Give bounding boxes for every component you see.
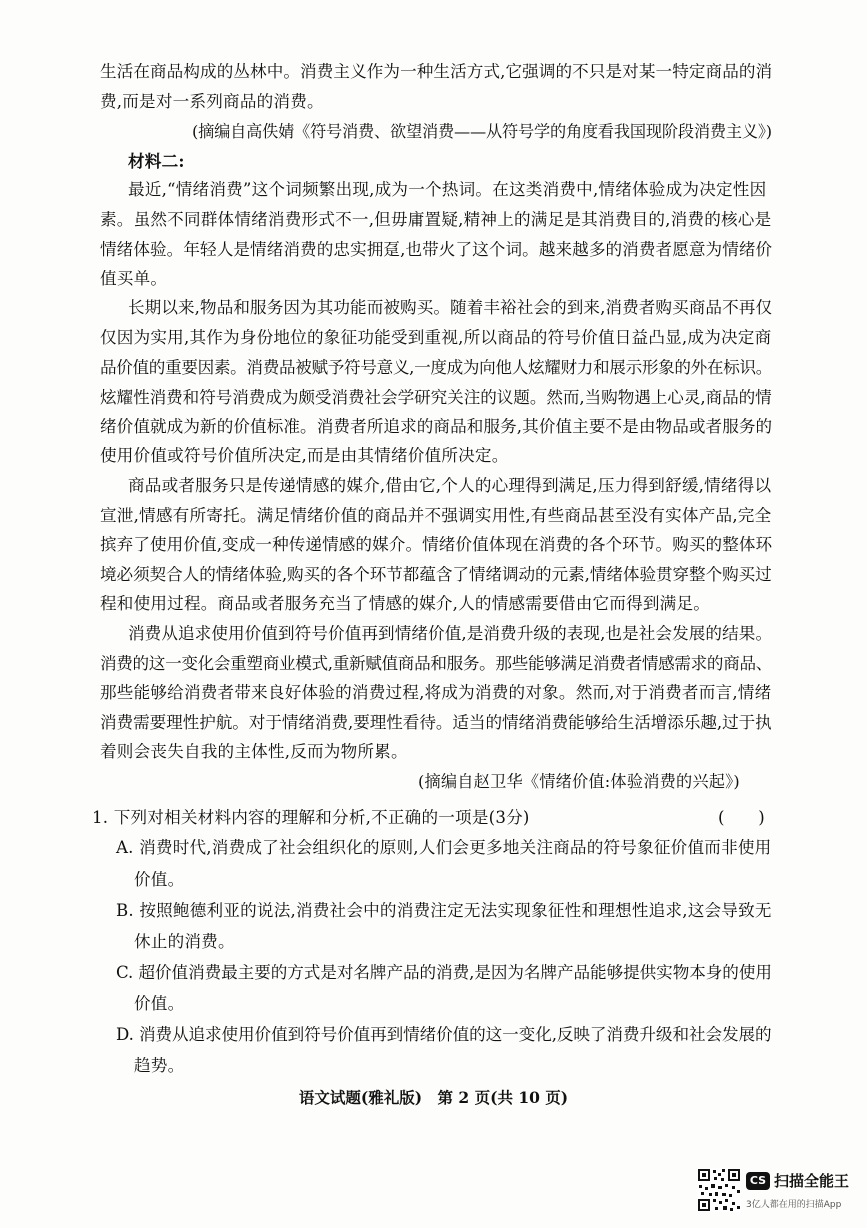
text-line: 品价值的重要因素。消费品被赋予符号意义,一度成为向他人炫耀财力和展示形象的外在标识。: [100, 358, 773, 377]
option-b-continued: 休止的消费。: [134, 932, 235, 951]
text-line: 着则会丧失自我的主体性,反而为物所累。: [100, 742, 408, 761]
text-line: 值买单。: [100, 269, 168, 288]
option-c: C. 超价值消费最主要的方式是对名牌产品的消费,是因为名牌产品能够提供实物本身的使用: [116, 963, 772, 982]
question-stem: 1. 下列对相关材料内容的理解和分析,不正确的一项是(3分): [92, 808, 530, 827]
option-d-continued: 趋势。: [134, 1056, 185, 1075]
text-line: 消费的这一变化会重塑商业模式,重新赋值商品和服务。那些能够满足消费者情感需求的商品、: [100, 654, 773, 673]
source-citation: (摘编自高佚婧《符号消费、欲望消费——从符号学的角度看我国现阶段消费主义》): [192, 122, 772, 141]
text-line: 情绪体验。年轻人是情绪消费的忠实拥趸,也带火了这个词。越来越多的消费者愿意为情绪价: [100, 240, 773, 259]
text-line: 消费需要理性护航。对于情绪消费,要理性看待。适当的情绪消费能够给生活增添乐趣,过于执: [100, 713, 772, 732]
option-a: A. 消费时代,消费成了社会组织化的原则,人们会更多地关注商品的符号象征价值而非使用: [116, 838, 772, 857]
answer-bracket: ( ): [718, 808, 765, 827]
source-citation: (摘编自赵卫华《情绪价值:体验消费的兴起》): [418, 772, 740, 791]
text-line: 炫耀性消费和符号消费成为颇受消费社会学研究关注的议题。然而,当购物遇上心灵,商品的情: [100, 388, 772, 407]
text-line: 摈弃了使用价值,变成一种传递情感的媒介。情绪价值体现在消费的各个环节。购买的整体环: [100, 535, 773, 554]
text-line: 商品或者服务只是传递情感的媒介,借由它,个人的心理得到满足,压力得到舒缓,情绪得以: [128, 476, 772, 495]
text-line: 消费从追求使用价值到符号价值再到情绪价值,是消费升级的表现,也是社会发展的结果。: [128, 624, 773, 643]
text-line: 绪价值就成为新的价值标准。消费者所追求的商品和服务,其价值主要不是由物品或者服务的: [100, 417, 773, 436]
text-line: 素。虽然不同群体情绪消费形式不一,但毋庸置疑,精神上的满足是其消费目的,消费的核心是: [100, 210, 772, 229]
text-line: 境必须契合人的情绪体验,购买的各个环节都蕴含了情绪调动的元素,情绪体验贯穿整个购买过: [100, 565, 772, 584]
text-line: 生活在商品构成的丛林中。消费主义作为一种生活方式,它强调的不只是对某一特定商品的消: [100, 62, 773, 81]
material-heading: 材料二:: [128, 151, 185, 171]
scanner-app-name: 扫描全能王: [774, 1172, 850, 1190]
option-a-continued: 价值。: [134, 870, 185, 889]
page-footer: 语文试题(雅礼版) 第 2 页(共 10 页): [298, 1088, 569, 1107]
text-line: 长期以来,物品和服务因为其功能而被购买。随着丰裕社会的到来,消费者购买商品不再仅: [128, 298, 773, 317]
text-line: 费,而是对一系列商品的消费。: [100, 92, 324, 111]
text-line: 使用价值或符号价值所决定,而是由其情绪价值所决定。: [100, 446, 509, 465]
text-line: 仅因为实用,其作为身份地位的象征功能受到重视,所以商品的符号价值日益凸显,成为决定商: [100, 328, 772, 347]
option-c-continued: 价值。: [134, 994, 185, 1013]
option-b: B. 按照鲍德利亚的说法,消费社会中的消费注定无法实现象征性和理想性追求,这会导致无: [116, 901, 772, 920]
text-line: 宣泄,情感有所寄托。满足情绪价值的商品并不强调实用性,有些商品甚至没有实体产品,完全: [100, 506, 772, 525]
text-line: 最近,“情绪消费”这个词频繁出现,成为一个热词。在这类消费中,情绪体验成为决定性因: [128, 180, 767, 199]
qr-code-icon: [697, 1168, 741, 1212]
scanner-tagline: 3亿人都在用的扫描App: [746, 1200, 842, 1210]
camscanner-logo-icon: CS: [746, 1172, 770, 1190]
text-line: 程和使用过程。商品或者服务充当了情感的媒介,人的情感需要借由它而得到满足。: [100, 594, 711, 613]
option-d: D. 消费从追求使用价值到符号价值再到情绪价值的这一变化,反映了消费升级和社会发展的: [116, 1025, 772, 1044]
text-line: 那些能够给消费者带来良好体验的消费过程,将成为消费的对象。然而,对于消费者而言,情绪: [100, 683, 772, 702]
